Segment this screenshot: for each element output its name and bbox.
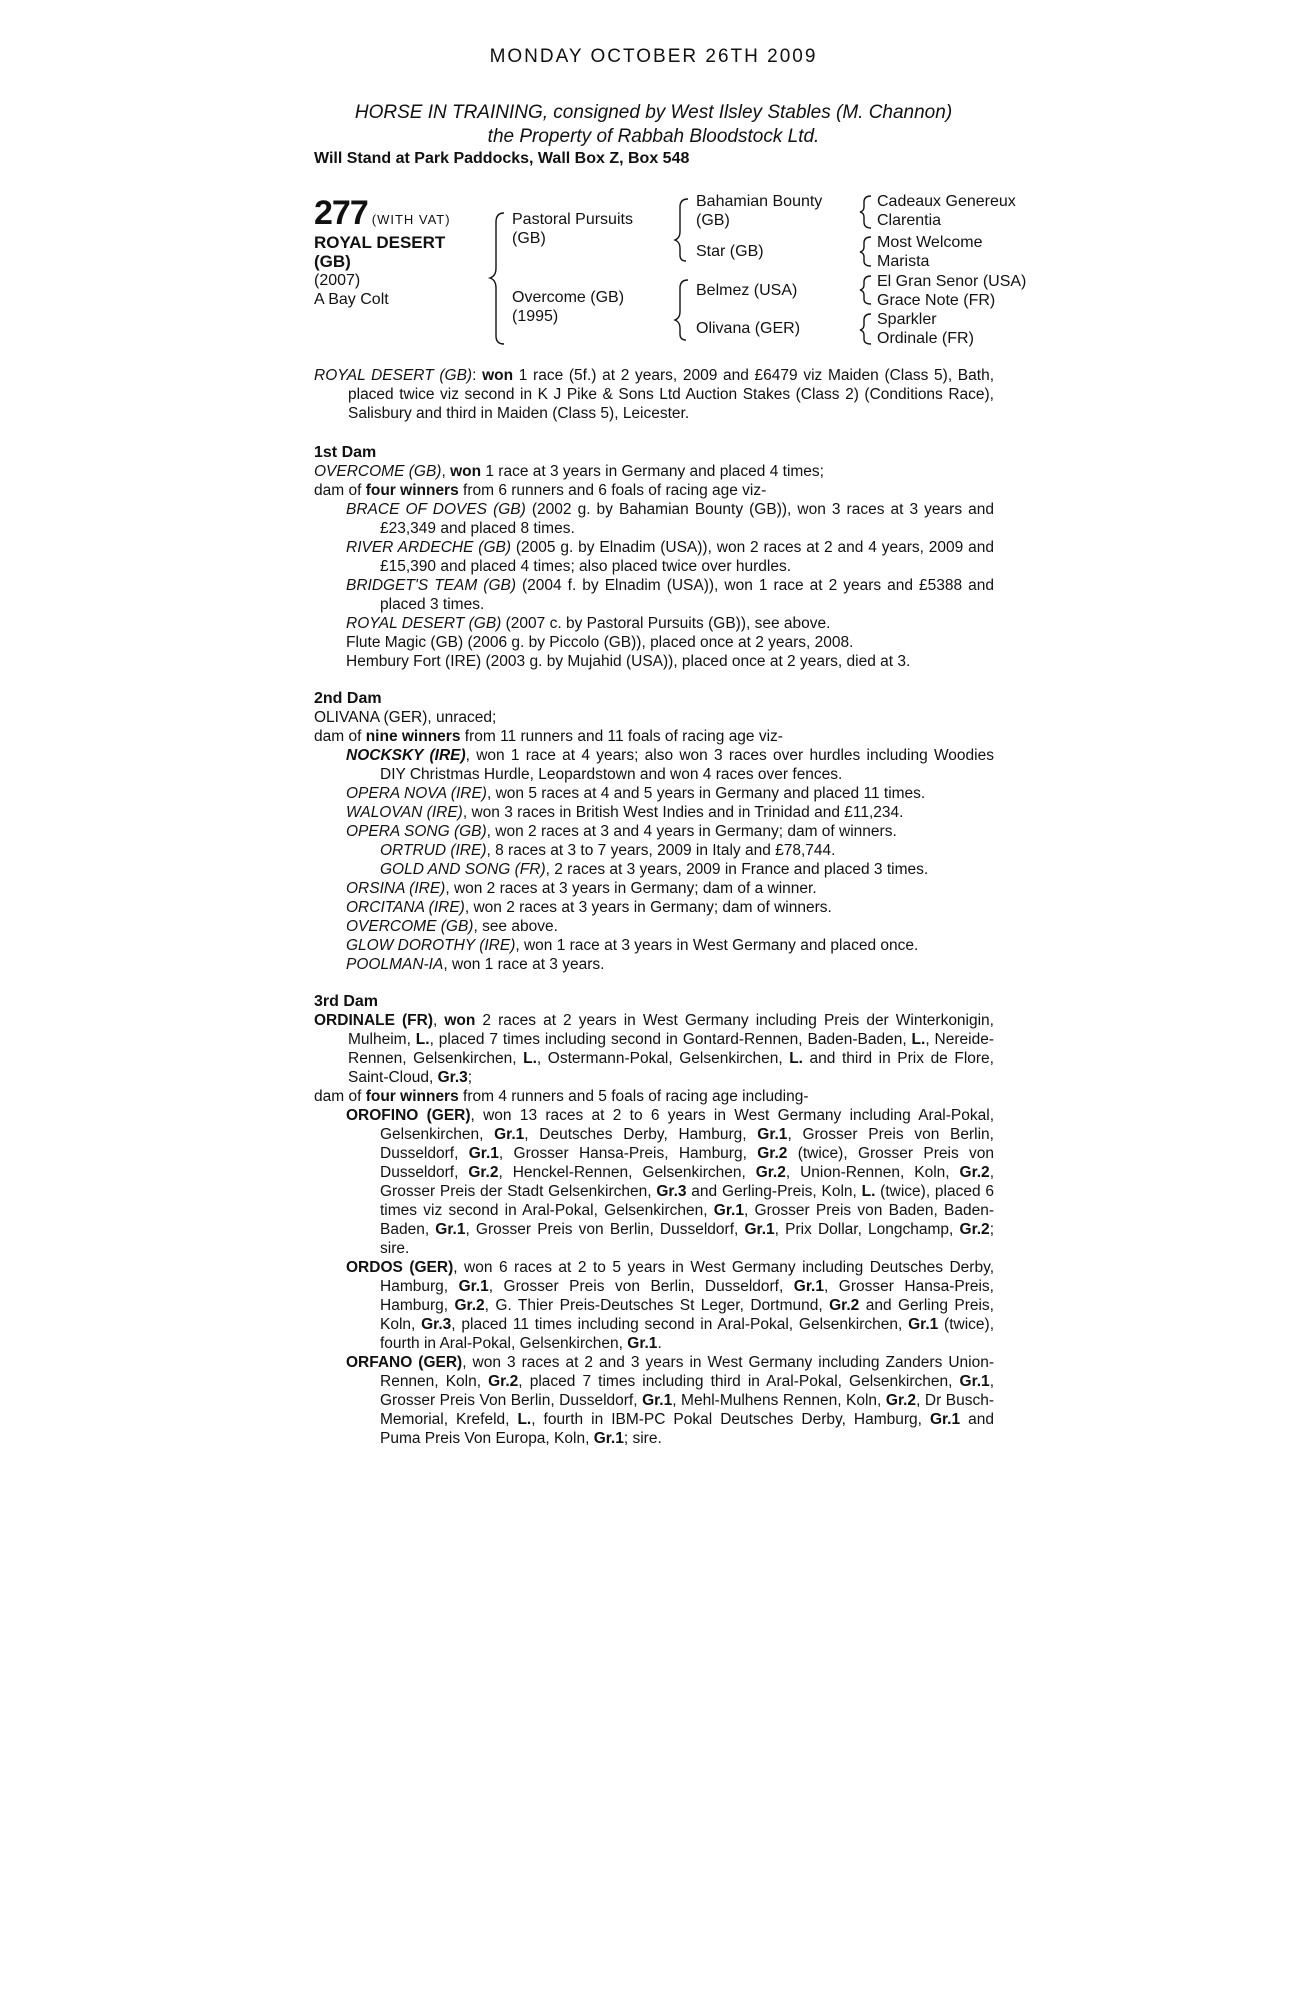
dam-year: (1995) (512, 308, 559, 325)
second-dam-heading: 2nd Dam (314, 690, 382, 707)
third-dam-record: ORDINALE (FR), won 2 races at 2 years in West Germany including Preis der Winterkonigin, Mulheim, L., placed 7 times including second in Gontard-Rennen, Baden-Baden, L., Nereide-Rennen, Gelsenkirchen, L., Ostermann-Pokal, Gelsenkirchen, L. and third in Prix de Flore, Saint-Cloud, Gr.3; (314, 1012, 994, 1086)
third-dam-heading: 3rd Dam (314, 993, 379, 1010)
second-dam-produce-summary: dam of nine winners from 11 runners and 11 foals of racing age viz- (314, 728, 783, 745)
horse-name-line-2: (GB) (314, 252, 351, 271)
ancestor-3: Most Welcome (877, 234, 983, 251)
ancestor-2: Clarentia (877, 212, 942, 229)
horse-description: A Bay Colt (314, 291, 389, 308)
first-dam-heading: 1st Dam (314, 444, 377, 461)
summary-text: 1 race (5f.) at 2 years, 2009 and £6479 viz Maiden (Class 5), Bath, placed twice viz second in K J Pike & Sons Ltd Auction Stakes (Class 2) (Conditions Race), Salisbury and third in Maiden (Class 5), Leicester. (348, 367, 994, 422)
bahamian-brace (860, 196, 871, 228)
progeny-entry-ordos: ORDOS (GER), won 6 races at 2 to 5 years in West Germany including Deutsches Derby, Hamburg, Gr.1, Grosser Preis von Berlin, Dusseldorf, Gr.1, Grosser Hansa-Preis, Hamburg, Gr.2, G. Thier Preis-Deutsches St Leger, Dortmund, Gr.2 and Gerling Preis, Koln, Gr.3, placed 11 times including second in Aral-Pokal, Gelsenkirchen, Gr.1 (twice), fourth in Aral-Pokal, Gelsenkirchen, Gr.1. (346, 1259, 994, 1352)
dam-dam-name: Olivana (GER) (696, 320, 801, 337)
consignment-line-1: HORSE IN TRAINING, consigned by West Ilsley Stables (M. Channon) (354, 102, 953, 123)
progeny-entry: ROYAL DESERT (GB) (2007 c. by Pastoral Pursuits (GB)), see above. (346, 615, 831, 632)
progeny-entry: NOCKSKY (IRE), won 1 race at 4 years; also won 3 races over hurdles including Woodies DIY Christmas Hurdle, Leopardstown and won 4 races over fences. (346, 747, 994, 783)
belmez-brace (860, 276, 871, 304)
pedigree-brackets (0, 0, 1307, 360)
grand-progeny-entry: ORTRUD (IRE), 8 races at 3 to 7 years, 2009 in Italy and £78,744. (380, 842, 836, 859)
horse-name-line-1: ROYAL DESERT (314, 233, 446, 252)
progeny-entry: OPERA NOVA (IRE), won 5 races at 4 and 5 years in Germany and placed 11 times. (346, 785, 926, 802)
progeny-entry: BRACE OF DOVES (GB) (2002 g. by Bahamian Bounty (GB)), won 3 races at 3 years and £23,349 and placed 8 times. (346, 501, 994, 537)
first-dam-produce-summary: dam of four winners from 6 runners and 6 foals of racing age viz- (314, 482, 767, 499)
grand-progeny-entry: GOLD AND SONG (FR), 2 races at 3 years, 2009 in France and placed 3 times. (380, 861, 929, 878)
progeny-entry: GLOW DOROTHY (IRE), won 1 race at 3 years in West Germany and placed once. (346, 937, 919, 954)
progeny-entry: BRIDGET'S TEAM (GB) (2004 f. by Elnadim (USA)), won 1 race at 2 years and £5388 and placed 3 times. (346, 577, 994, 613)
ancestor-5: El Gran Senor (USA) (877, 273, 1027, 290)
progeny-entry-orofino: OROFINO (GER), won 13 races at 2 to 6 years in West Germany including Aral-Pokal, Gelsenkirchen, Gr.1, Deutsches Derby, Hamburg, Gr.1, Grosser Preis von Berlin, Dusseldorf, Gr.1, Grosser Hansa-Preis, Hamburg, Gr.2 (twice), Grosser Preis von Dusseldorf, Gr.2, Henckel-Rennen, Gelsenkirchen, Gr.2, Union-Rennen, Koln, Gr.2, Grosser Preis der Stadt Gelsenkirchen, Gr.3 and Gerling-Preis, Koln, L. (twice), placed 6 times viz second in Aral-Pokal, Gelsenkirchen, Gr.1, Grosser Preis von Baden, Baden-Baden, Gr.1, Grosser Preis von Berlin, Dusseldorf, Gr.1, Prix Dollar, Longchamp, Gr.2; sire. (346, 1107, 995, 1257)
dam-sire-name: Belmez (USA) (696, 282, 798, 299)
sire-dam-name: Star (GB) (696, 243, 764, 260)
olivana-brace (860, 314, 871, 344)
ancestor-8: Ordinale (FR) (877, 330, 974, 347)
progeny-entry: Hembury Fort (IRE) (2003 g. by Mujahid (USA)), placed once at 2 years, died at 3. (346, 653, 911, 670)
progeny-entry: POOLMAN-IA, won 1 race at 3 years. (346, 956, 605, 973)
vat-note: (WITH VAT) (371, 212, 451, 227)
progeny-entry: ORCITANA (IRE), won 2 races at 3 years in Germany; dam of winners. (346, 899, 832, 916)
summary-won: won (482, 367, 514, 384)
ancestor-4: Marista (877, 253, 930, 270)
ancestor-6: Grace Note (FR) (877, 292, 996, 309)
sire-dam-brace (490, 213, 504, 344)
third-dam-produce-summary: dam of four winners from 4 runners and 5 foals of racing age including- (314, 1088, 809, 1105)
progeny-entry: RIVER ARDECHE (GB) (2005 g. by Elnadim (USA)), won 2 races at 2 and 4 years, 2009 and £15,390 and placed 4 times; also placed twice over hurdles. (346, 539, 994, 575)
third-dam-section (314, 974, 994, 1448)
progeny-entry-orfano: ORFANO (GER), won 3 races at 2 and 3 years in West Germany including Zanders Union-Rennen, Koln, Gr.2, placed 7 times including third in Aral-Pokal, Gelsenkirchen, Gr.1, Grosser Preis Von Berlin, Dusseldorf, Gr.1, Mehl-Mulhens Rennen, Koln, Gr.2, Dr Busch-Memorial, Krefeld, L., fourth in IBM-PC Pokal Deutsches Derby, Hamburg, Gr.1 and Puma Preis Von Europa, Koln, Gr.1; sire. (346, 1354, 994, 1447)
star-brace (860, 237, 871, 266)
first-dam-section (314, 425, 994, 671)
sale-date: MONDAY OCTOBER 26TH 2009 (489, 46, 818, 67)
sire-brace (675, 199, 688, 261)
progeny-entry: WALOVAN (IRE), won 3 races in British West Indies and in Trinidad and £11,234. (346, 804, 904, 821)
sire-sire-name: Bahamian Bounty (696, 193, 823, 210)
stabling-location: Will Stand at Park Paddocks, Wall Box Z, Box 548 (314, 150, 690, 167)
foaling-year: (2007) (314, 272, 361, 289)
horse-summary (314, 366, 994, 423)
ancestor-1: Cadeaux Genereux (877, 193, 1016, 210)
progeny-entry: ORSINA (IRE), won 2 races at 3 years in Germany; dam of a winner. (346, 880, 817, 897)
consignment-line-2: the Property of Rabbah Bloodstock Ltd. (487, 126, 820, 147)
sire-name: Pastoral Pursuits (512, 211, 633, 228)
progeny-entry: Flute Magic (GB) (2006 g. by Piccolo (GB)), placed once at 2 years, 2008. (346, 634, 854, 651)
ancestor-7: Sparkler (877, 311, 937, 328)
progeny-entry: OVERCOME (GB), see above. (346, 918, 558, 935)
sire-sire-country: (GB) (696, 212, 730, 229)
dam-brace (675, 280, 688, 340)
summary-paragraph: ROYAL DESERT (GB): won 1 race (5f.) at 2 years, 2009 and £6479 viz Maiden (Class 5), Bath, placed twice viz second in K J Pike & Sons Ltd Auction Stakes (Class 2) (Conditions Race), Salisbury and third in Maiden (Class 5), Leicester. (314, 367, 994, 422)
dam-name: Overcome (GB) (512, 289, 625, 306)
second-dam-record: OLIVANA (GER), unraced; (314, 709, 497, 726)
summary-horse-name: ROYAL DESERT (GB) (314, 367, 473, 384)
sire-country: (GB) (512, 230, 546, 247)
lot-number: 277 (314, 194, 368, 232)
progeny-entry: OPERA SONG (GB), won 2 races at 3 and 4 years in Germany; dam of winners. (346, 823, 897, 840)
first-dam-record: OVERCOME (GB), won 1 race at 3 years in Germany and placed 4 times; (314, 463, 824, 480)
second-dam-section (314, 671, 994, 974)
